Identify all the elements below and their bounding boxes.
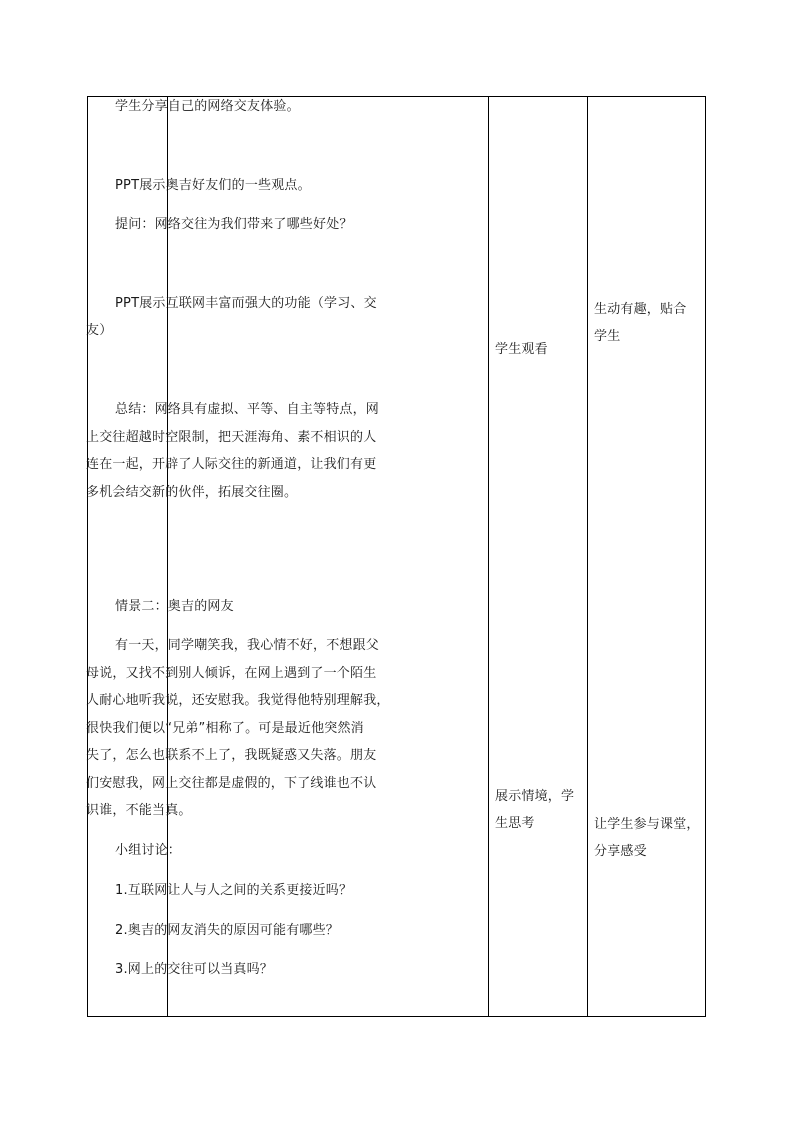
scenario-two-heading: 情景二：奥吉的网友 <box>115 599 234 614</box>
group-discussion-label: 小组讨论： <box>115 843 182 858</box>
student-activity-think-line2: 生思考 <box>495 816 535 831</box>
paragraph-line: 人耐心地听我说，还安慰我。我觉得他特别理解我， <box>86 693 390 708</box>
paragraph-line: 有一天，同学嘲笑我，我心情不好，不想跟父 <box>115 638 380 653</box>
paragraph-line: 友） <box>86 323 113 338</box>
paragraph-line: 上交往超越时空限制，把天涯海角、素不相识的人 <box>86 430 377 445</box>
paragraph-line: 识谁，不能当真。 <box>86 803 192 818</box>
paragraph-line: 们安慰我，网上交往都是虚假的，下了线谁也不认 <box>86 776 377 791</box>
design-intent-line: 学生 <box>594 329 621 344</box>
paragraph-line: 连在一起，开辟了人际交往的新通道，让我们有更 <box>86 457 377 472</box>
design-intent-line: 生动有趣，贴合 <box>594 302 687 317</box>
paragraph-line: 失了，怎么也联系不上了，我既疑惑又失落。朋友 <box>86 748 377 763</box>
paragraph-line: 多机会结交新的伙伴，拓展交往圈。 <box>86 485 298 500</box>
paragraph-line: 总结：网络具有虚拟、平等、自主等特点，网 <box>115 402 380 417</box>
discussion-question-1: 1.互联网让人与人之间的关系更接近吗？ <box>115 883 353 898</box>
paragraph-line: 母说，又找不到别人倾诉，在网上遇到了一个陌生 <box>86 666 377 681</box>
paragraph-line: 很快我们便以“兄弟”相称了。可是最近他突然消 <box>86 721 364 736</box>
paragraph-share-experience: 学生分享自己的网络交友体验。 <box>115 99 300 114</box>
student-activity-think-line1: 展示情境，学 <box>495 789 575 804</box>
paragraph-question: 提问：网络交往为我们带来了哪些好处？ <box>115 217 353 232</box>
design-intent-line: 让学生参与课堂， <box>594 817 700 832</box>
design-intent-line: 分享感受 <box>594 844 647 859</box>
column-divider <box>488 97 489 1016</box>
discussion-question-2: 2.奥吉的网友消失的原因可能有哪些？ <box>115 923 340 938</box>
column-divider <box>587 97 588 1016</box>
paragraph-line: PPT展示互联网丰富而强大的功能（学习、交 <box>115 296 377 311</box>
paragraph-ppt-views: PPT展示奥吉好友们的一些观点。 <box>115 178 311 193</box>
discussion-question-3: 3.网上的交往可以当真吗？ <box>115 962 274 977</box>
student-activity-watch: 学生观看 <box>495 342 548 357</box>
